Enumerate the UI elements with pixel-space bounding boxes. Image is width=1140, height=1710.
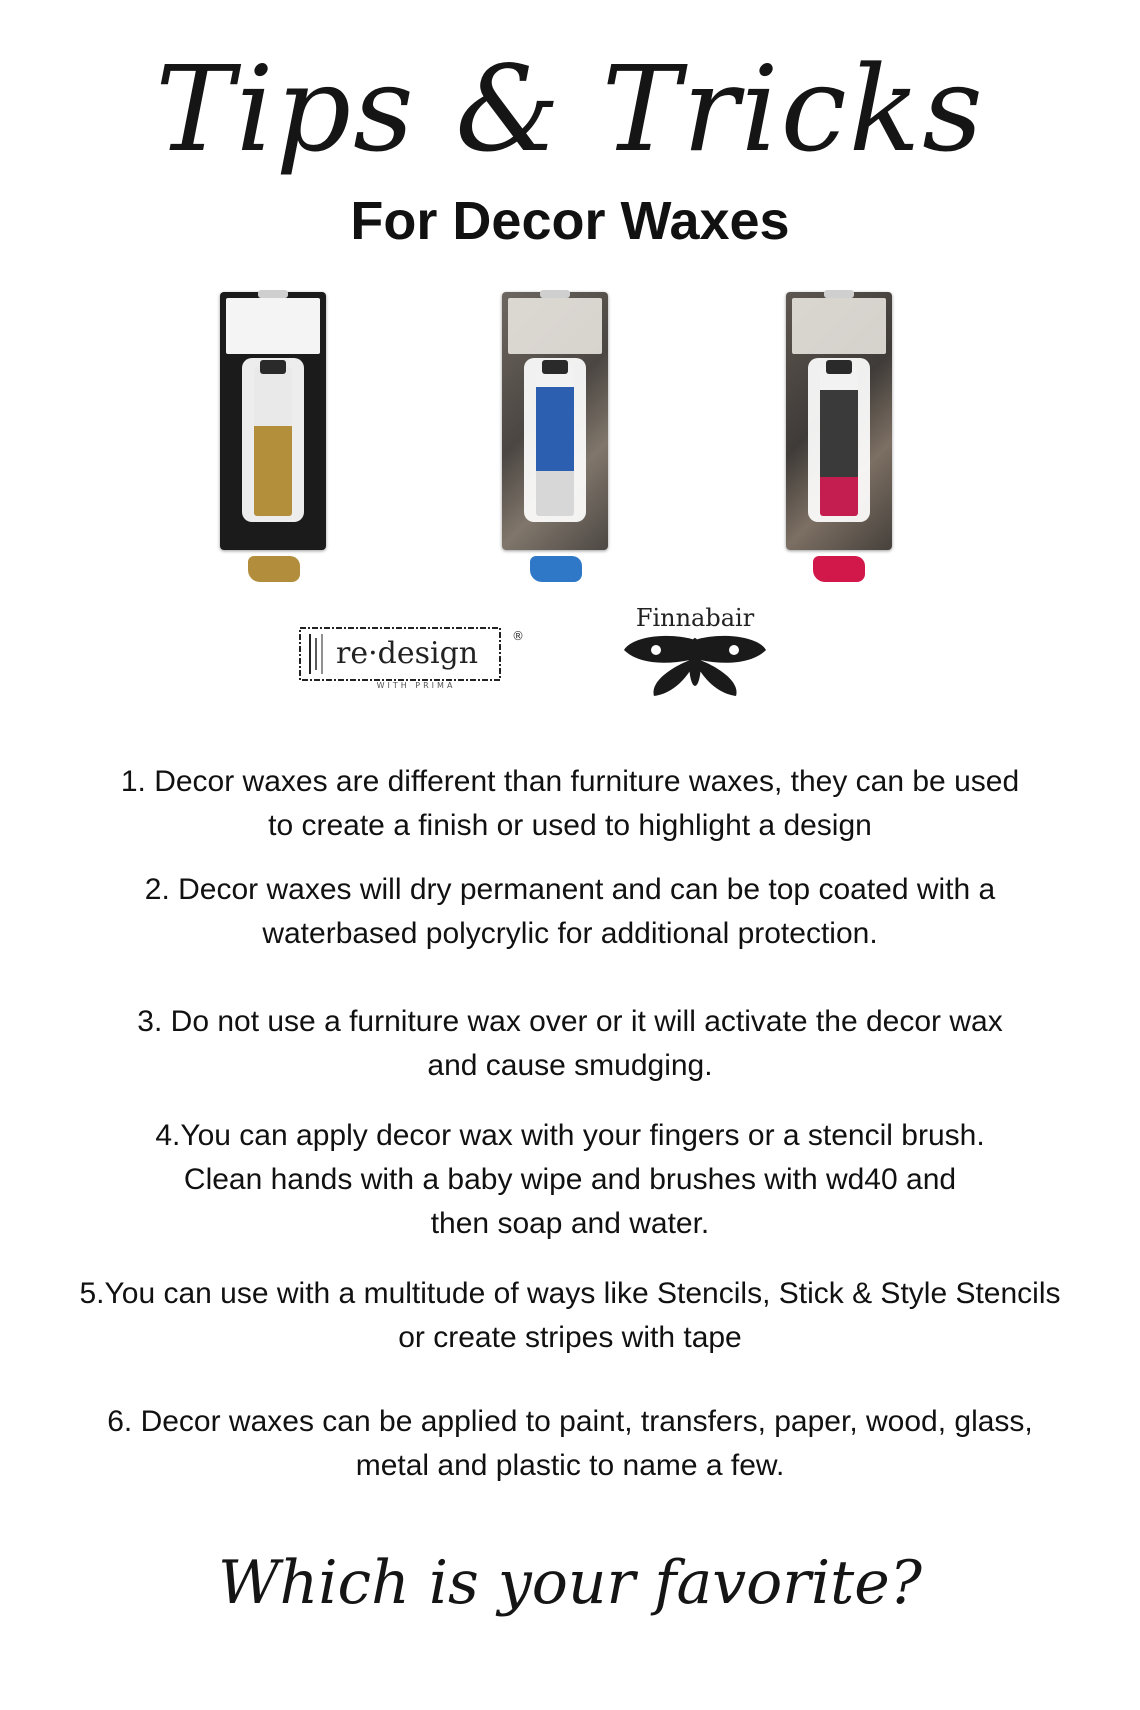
tip-6-line-1: 6. Decor waxes can be applied to paint, transfers, paper, wood, glass, — [107, 1405, 1033, 1438]
gold-wax-product-image — [220, 292, 326, 550]
finnabair-logo — [610, 600, 780, 710]
page-title: Tips & Tricks — [155, 40, 985, 178]
moth-icon — [624, 636, 766, 696]
tip-2 — [40, 868, 1100, 956]
hang-tab — [824, 290, 854, 298]
tube-cap — [260, 360, 286, 374]
hang-tab — [258, 290, 288, 298]
gold-color-swatch — [248, 556, 300, 582]
tip-4-line-2: Clean hands with a baby wipe and brushes with wd40 and — [183, 1163, 957, 1196]
wax-tube — [254, 366, 292, 516]
tip-6-line-2: metal and plastic to name a few. — [355, 1449, 785, 1482]
tip-6 — [40, 1400, 1100, 1488]
tip-2-line-1: 2. Decor waxes will dry permanent and can be top coated with a — [144, 873, 996, 906]
package-label — [792, 298, 886, 354]
package-label — [226, 298, 320, 354]
wax-tube — [536, 366, 574, 516]
pink-wax-product-image — [786, 292, 892, 550]
wax-tube — [820, 366, 858, 516]
tip-1 — [40, 760, 1100, 848]
tip-4-line-1: 4.You can apply decor wax with your fingers or a stencil brush. — [155, 1119, 985, 1152]
hang-tab — [540, 290, 570, 298]
tip-4-line-3: then soap and water. — [430, 1207, 710, 1240]
package-label — [508, 298, 602, 354]
finnabair-logo-text: Finnabair — [635, 604, 755, 632]
tip-4 — [40, 1114, 1100, 1246]
tip-3 — [40, 1000, 1100, 1088]
tip-1-line-2: to create a finish or used to highlight a design — [268, 809, 872, 842]
tube-cap — [826, 360, 852, 374]
tip-5 — [40, 1272, 1100, 1360]
closing-question: Which is your favorite? — [218, 1548, 922, 1618]
tip-3-line-2: and cause smudging. — [427, 1049, 713, 1082]
blue-color-swatch — [530, 556, 582, 582]
redesign-logo-tagline: WITH PRIMA — [376, 681, 456, 690]
page-subtitle: For Decor Waxes — [350, 191, 790, 251]
tip-5-line-1: 5.You can use with a multitude of ways like Stencils, Stick & Style Stencils — [79, 1277, 1061, 1310]
tip-1-line-1: 1. Decor waxes are different than furniture waxes, they can be used — [120, 765, 1020, 798]
tube-cap — [542, 360, 568, 374]
tip-2-line-2: waterbased polycrylic for additional protection. — [262, 917, 878, 950]
pink-color-swatch — [813, 556, 865, 582]
redesign-logo-text: re·design — [336, 636, 479, 671]
tip-3-line-1: 3. Do not use a furniture wax over or it will activate the decor wax — [137, 1005, 1003, 1038]
blue-wax-product-image — [502, 292, 608, 550]
registered-mark: ® — [512, 629, 524, 643]
tip-5-line-2: or create stripes with tape — [398, 1321, 742, 1354]
redesign-logo — [296, 620, 532, 692]
